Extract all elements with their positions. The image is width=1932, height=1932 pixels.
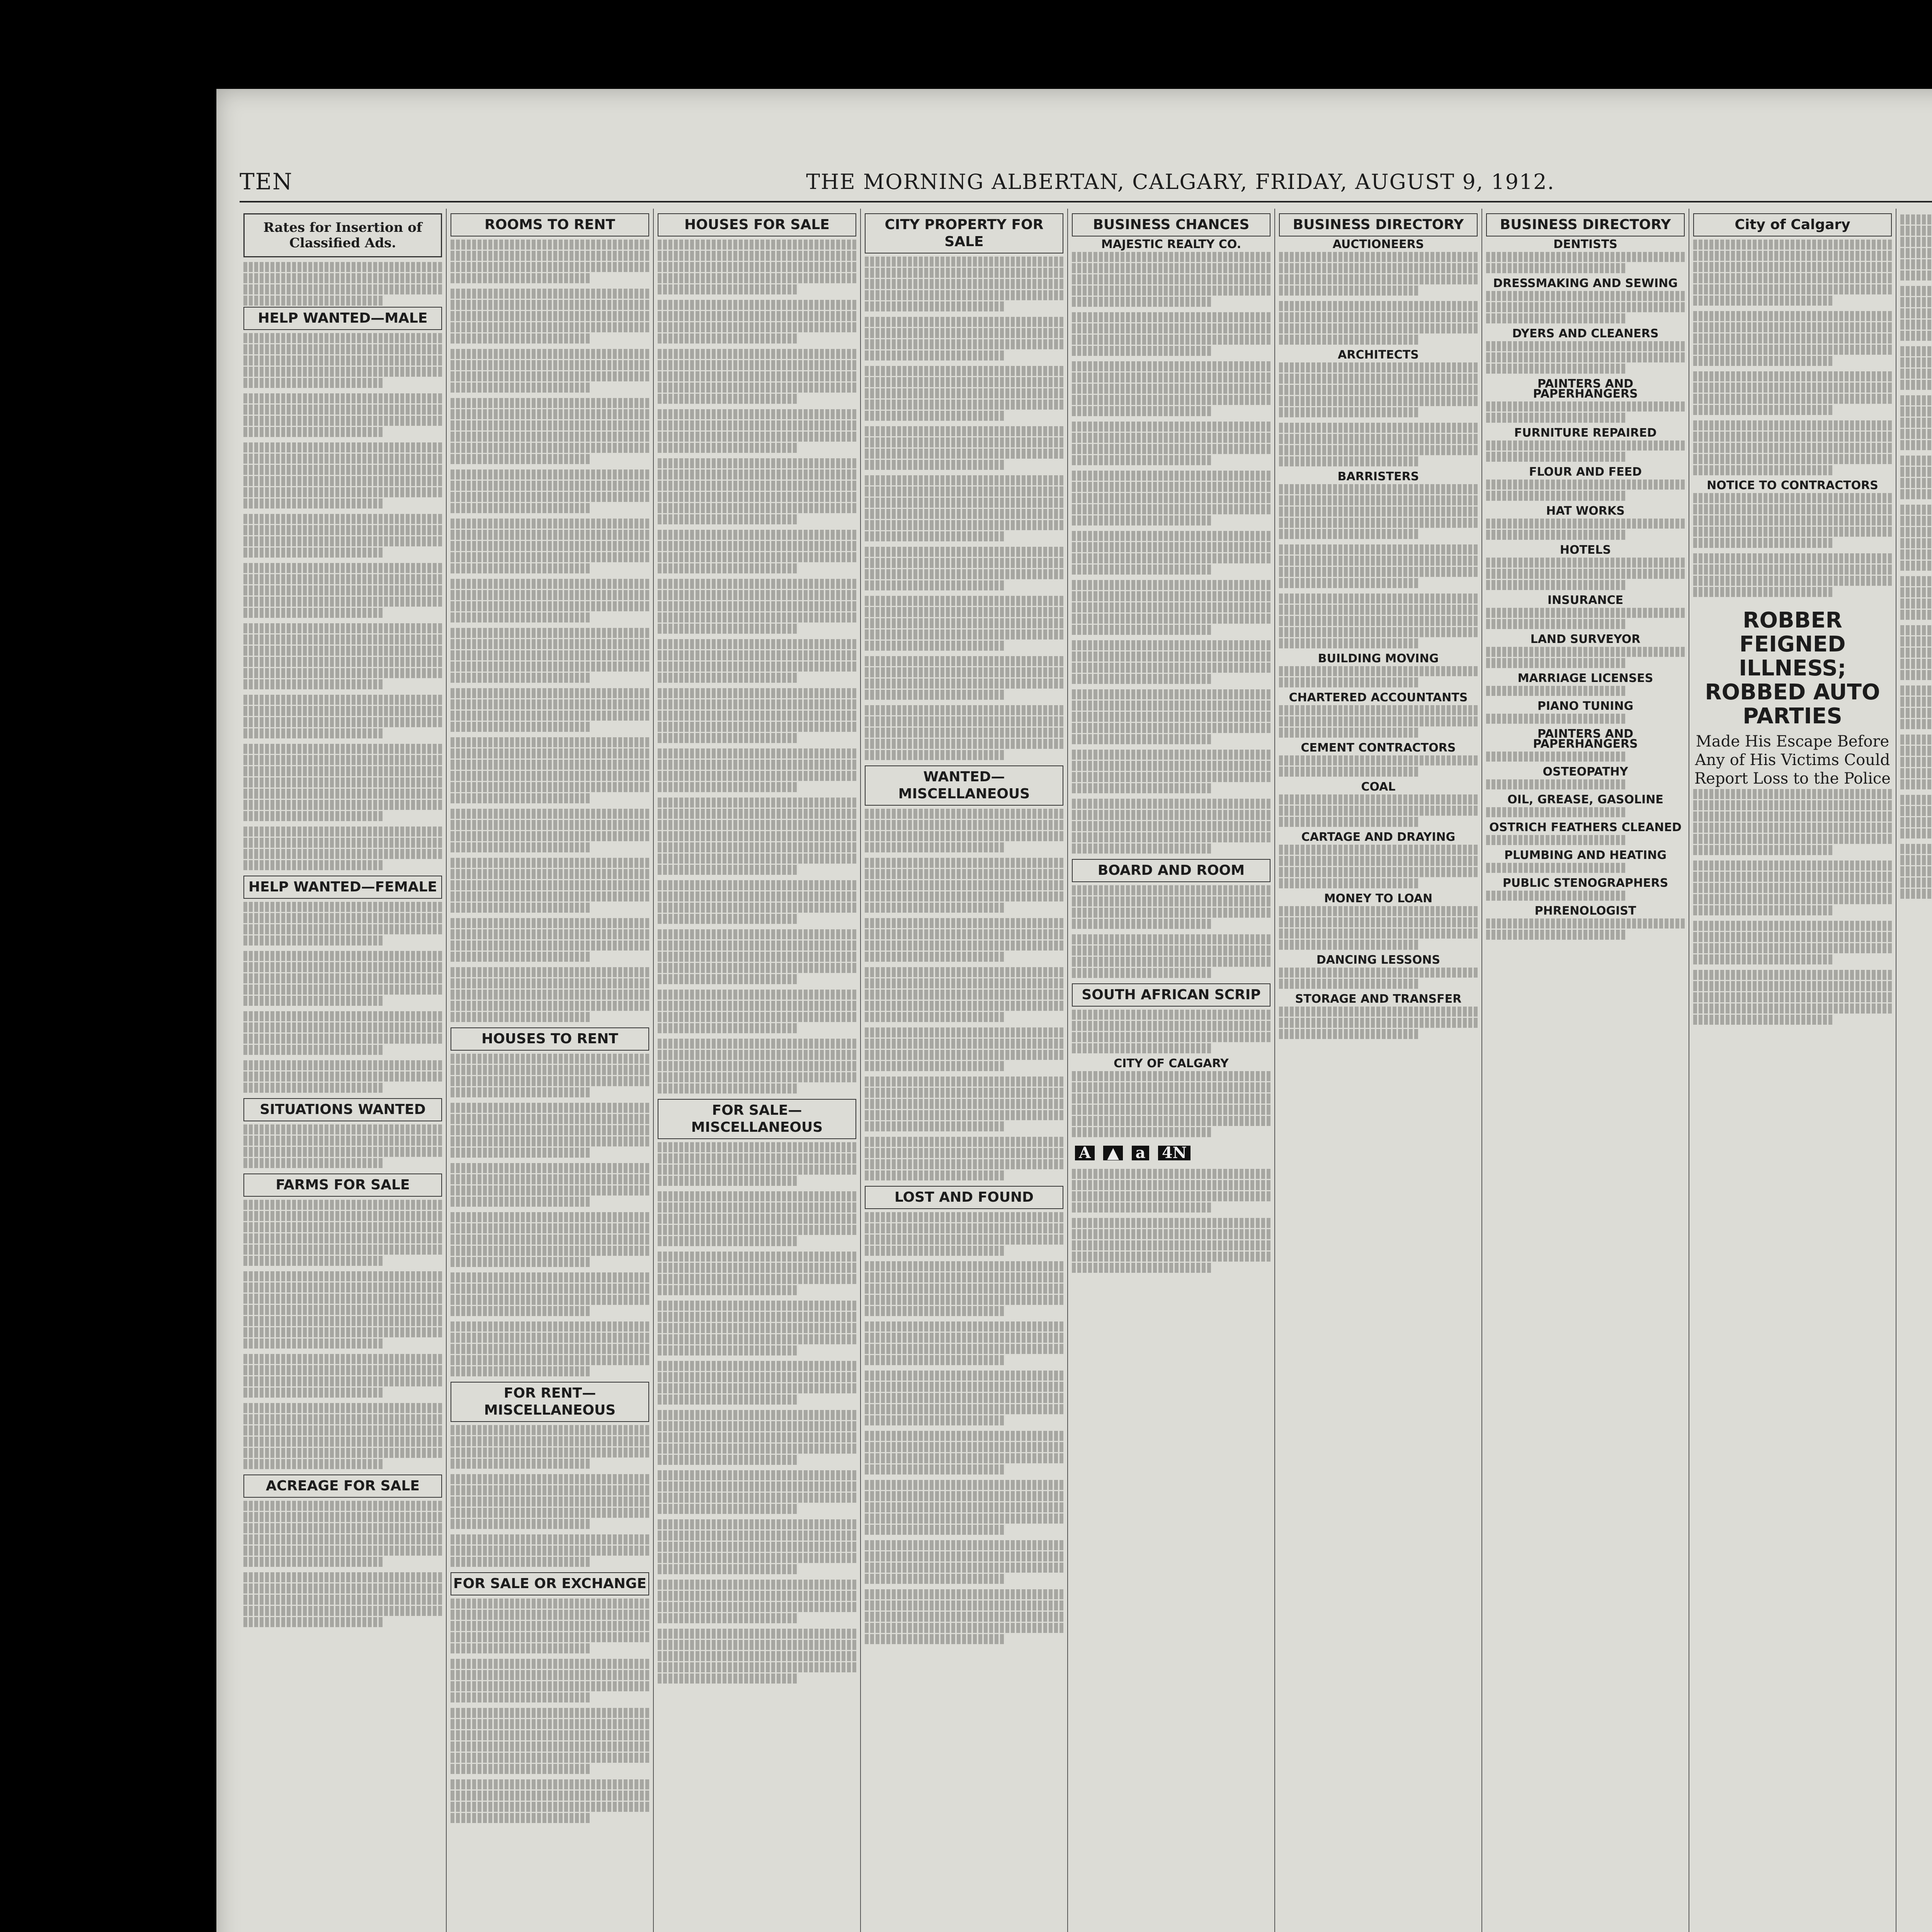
section-south-african-scrip: SOUTH AFRICAN SCRIP <box>1072 983 1270 1007</box>
section-farms-for-sale: FARMS FOR SALE <box>243 1173 442 1197</box>
column-4 <box>861 209 1068 1932</box>
sub-coal: COAL <box>1361 780 1396 794</box>
cattle-brand-icon-4: 4N <box>1158 1146 1190 1160</box>
sub-oil-grease: OIL, GREASE, GASOLINE <box>1507 793 1663 806</box>
sub-ostrich-feathers: OSTRICH FEATHERS CLEANED <box>1489 821 1682 834</box>
notice-to-contractors: NOTICE TO CONTRACTORS <box>1707 479 1878 492</box>
section-help-wanted-female: HELP WANTED—FEMALE <box>243 876 442 899</box>
column-7 <box>1482 209 1689 1932</box>
sub-insurance: INSURANCE <box>1547 594 1624 607</box>
section-houses-for-sale: HOUSES FOR SALE <box>658 213 856 236</box>
section-acreage-for-sale: ACREAGE FOR SALE <box>243 1475 442 1498</box>
page-number: TEN <box>240 168 293 195</box>
section-board-and-room: BOARD AND ROOM <box>1072 859 1270 882</box>
paper-title-date: THE MORNING ALBERTAN, CALGARY, FRIDAY, AUGUST 9, 1912. <box>806 169 1555 194</box>
sub-dentists: DENTISTS <box>1553 238 1617 251</box>
section-situations-wanted: SITUATIONS WANTED <box>243 1098 442 1121</box>
column-3 <box>654 209 861 1932</box>
sub-plumbing: PLUMBING AND HEATING <box>1504 849 1667 862</box>
section-business-directory-2: BUSINESS DIRECTORY <box>1486 213 1685 236</box>
sub-painters-1: PAINTERS AND PAPERHANGERS <box>1533 377 1638 401</box>
sub-painters-2: PAINTERS AND PAPERHANGERS <box>1533 727 1638 751</box>
section-houses-to-rent: HOUSES TO RENT <box>451 1027 649 1051</box>
robber-subheadline: Made His Escape Before Any of His Victims Could Report Loss to the Police <box>1694 733 1891 787</box>
section-wanted-miscellaneous: WANTED—MISCELLANEOUS <box>865 765 1063 806</box>
section-city-property-for-sale: CITY PROPERTY FOR SALE <box>865 213 1063 253</box>
sub-architects: ARCHITECTS <box>1338 348 1419 362</box>
section-business-chances: BUSINESS CHANCES <box>1072 213 1270 236</box>
majestic-realty: MAJESTIC REALTY CO. <box>1101 238 1242 251</box>
section-help-wanted-male: HELP WANTED—MALE <box>243 307 442 330</box>
column-9 <box>1896 209 1932 1932</box>
sub-barristers: BARRISTERS <box>1337 470 1419 483</box>
cattle-brand-icon-2: ▲ <box>1103 1146 1123 1160</box>
masthead-rule <box>240 201 1932 202</box>
sub-cement-contractors: CEMENT CONTRACTORS <box>1301 741 1456 755</box>
section-for-sale-miscellaneous: FOR SALE—MISCELLANEOUS <box>658 1099 856 1139</box>
section-lost-and-found: LOST AND FOUND <box>865 1186 1063 1209</box>
robber-headline: ROBBER FEIGNED ILLNESS; ROBBED AUTO PARTIES <box>1705 608 1880 729</box>
sub-chartered-accountants: CHARTERED ACCOUNTANTS <box>1289 691 1468 704</box>
city-of-calgary-notice: CITY OF CALGARY <box>1114 1057 1229 1070</box>
column-1 <box>240 209 447 1932</box>
sub-hotels: HOTELS <box>1560 543 1611 557</box>
column-6 <box>1275 209 1482 1932</box>
column-2 <box>447 209 654 1932</box>
section-city-of-calgary: City of Calgary <box>1693 213 1892 236</box>
column-8 <box>1689 209 1896 1932</box>
sub-money-to-loan: MONEY TO LOAN <box>1324 892 1433 905</box>
columns <box>240 209 1932 1932</box>
section-for-rent-miscellaneous: FOR RENT—MISCELLANEOUS <box>451 1382 649 1422</box>
sub-dressmaking: DRESSMAKING AND SEWING <box>1493 277 1678 290</box>
sub-dyers: DYERS AND CLEANERS <box>1512 327 1659 340</box>
sub-building-moving: BUILDING MOVING <box>1318 652 1439 665</box>
newspaper-page <box>216 89 1932 1932</box>
sub-public-stenographers: PUBLIC STENOGRAPHERS <box>1502 876 1668 890</box>
section-business-directory-1: BUSINESS DIRECTORY <box>1279 213 1478 236</box>
rates-box: Rates for Insertion of Classified Ads. <box>243 213 442 257</box>
sub-dancing-lessons: DANCING LESSONS <box>1316 953 1440 967</box>
section-for-sale-or-exchange: FOR SALE OR EXCHANGE <box>451 1572 649 1595</box>
cattle-brand-icon-3: a <box>1132 1146 1150 1160</box>
sub-storage-transfer: STORAGE AND TRANSFER <box>1295 992 1462 1006</box>
sub-furniture-repaired: FURNITURE REPAIRED <box>1514 426 1657 440</box>
cattle-brand-icon: A <box>1075 1146 1095 1160</box>
masthead <box>216 166 1932 197</box>
column-5 <box>1068 209 1275 1932</box>
sub-piano-tuning: PIANO TUNING <box>1537 699 1634 713</box>
sub-phrenologist: PHRENOLOGIST <box>1534 904 1636 918</box>
sub-osteopathy: OSTEOPATHY <box>1543 765 1628 779</box>
sub-auctioneers: AUCTIONEERS <box>1332 238 1424 251</box>
sub-land-surveyor: LAND SURVEYOR <box>1530 633 1641 646</box>
sub-marriage-licenses: MARRIAGE LICENSES <box>1517 672 1653 685</box>
sub-cartage: CARTAGE AND DRAYING <box>1301 830 1456 844</box>
sub-hat-works: HAT WORKS <box>1546 504 1625 518</box>
sub-flour-feed: FLOUR AND FEED <box>1529 465 1642 479</box>
section-rooms-to-rent: ROOMS TO RENT <box>451 213 649 236</box>
